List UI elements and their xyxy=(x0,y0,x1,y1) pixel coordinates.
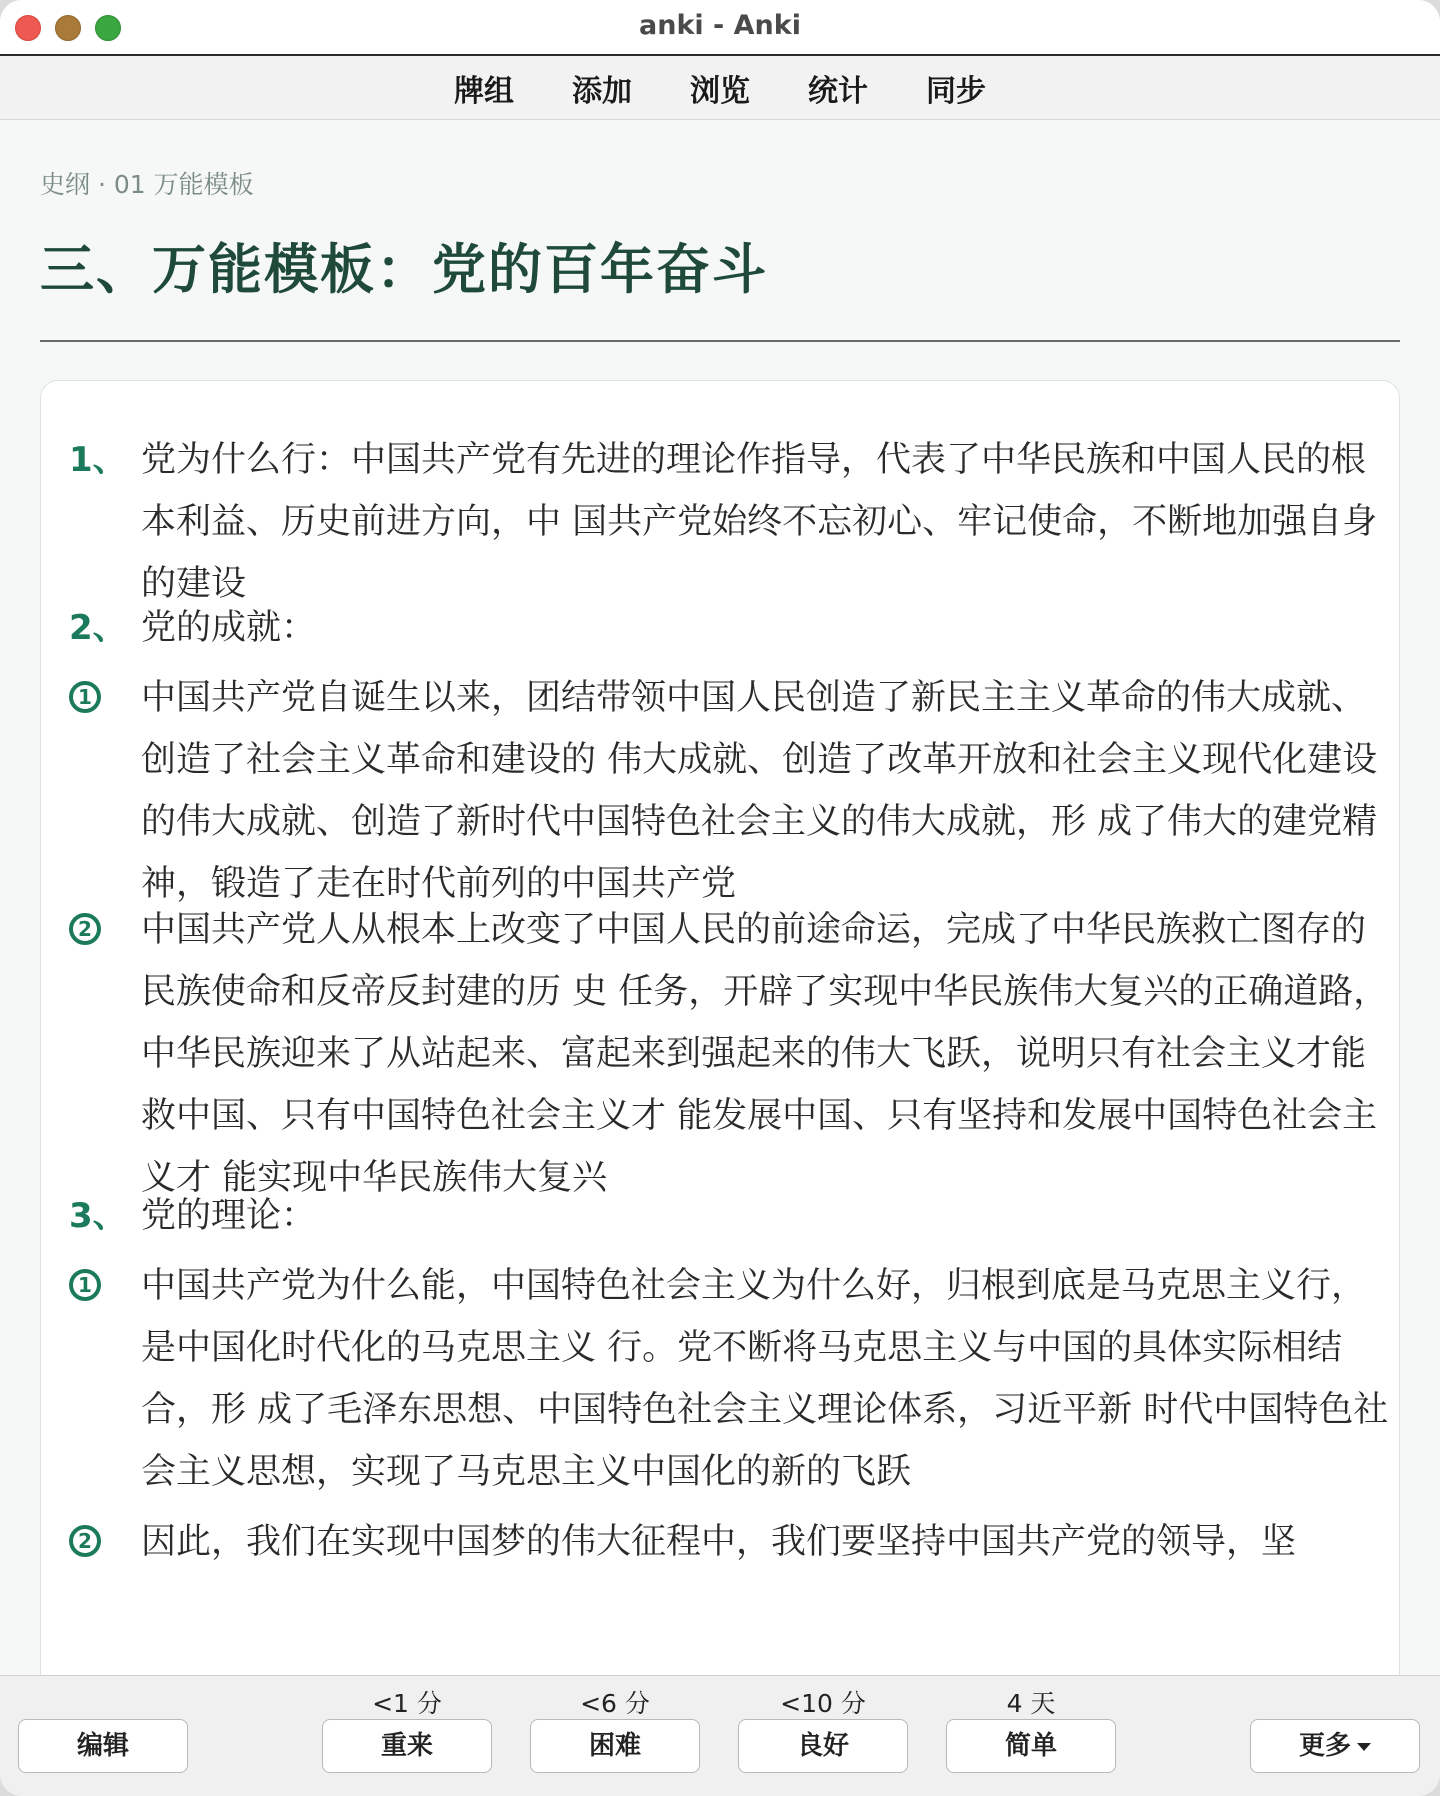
card-body xyxy=(40,380,1400,1675)
more-button[interactable] xyxy=(1250,1719,1420,1773)
item-number: 1、 xyxy=(69,440,127,480)
item-text: 中国共产党人从根本上改变了中国人民的前途命运，完成了中华民族救亡图存的民族使命和反帝反封建的历 史 任务，开辟了实现中华民族伟大复兴的正确道路，中华民族迎来了从站起来、富起来到强起来的伟大飞跃，说明只有社会主义才能救中国、只有中国特色社会主义才 能发展中国、只有坚持和发展中国特色社会主义才 能实现中华民族伟大复兴 xyxy=(141,910,1389,1198)
circled-number-icon: 1 xyxy=(69,1255,139,1317)
answer-bar xyxy=(0,1675,1440,1796)
again-interval: <1 分 xyxy=(372,1689,442,1718)
page-title: 三、万能模板：党的百年奋斗 xyxy=(40,238,768,301)
toolbar-sync[interactable]: 同步 xyxy=(926,73,986,109)
card-content xyxy=(0,121,1440,1675)
circled-number-icon: 2 xyxy=(69,899,139,961)
item-text: 中国共产党为什么能，中国特色社会主义为什么好，归根到底是马克思主义行，是中国化时代化的马克思主义 行。党不断将马克思主义与中国的具体实际相结合，形 成了毛泽东思想、中国特色社会主义理论体系，习近平新 时代中国特色社会主义思想，实现了马克思主义中国化的新的飞跃 xyxy=(141,1266,1389,1492)
circled-number-icon: 1 xyxy=(69,667,139,729)
toolbar-decks[interactable]: 牌组 xyxy=(454,73,514,109)
item-text: 党为什么行：中国共产党有先进的理论作指导，代表了中华民族和中国人民的根本利益、历史前进方向，中 国共产党始终不忘初心、牢记使命，不断地加强自身的建设 xyxy=(141,440,1378,604)
again-button[interactable]: 重来 xyxy=(322,1719,492,1773)
hard-interval: <6 分 xyxy=(580,1689,650,1718)
toolbar-add[interactable]: 添加 xyxy=(572,73,632,109)
toolbar-stats[interactable]: 统计 xyxy=(808,73,868,109)
hard-button[interactable]: 困难 xyxy=(530,1719,700,1773)
window-title: anki - Anki xyxy=(639,10,801,41)
item-number: 2、 xyxy=(69,608,127,648)
item-text: 党的理论： xyxy=(141,1196,317,1236)
item-text: 中国共产党自诞生以来，团结带领中国人民创造了新民主主义革命的伟大成就、创造了社会主义革命和建设的 伟大成就、创造了改革开放和社会主义现代化建设的伟大成就、创造了新时代中国特色社会主义的伟大成就，形 成了伟大的建党精神，锻造了走在时代前列的中国共产党 xyxy=(141,678,1378,904)
good-button[interactable]: 良好 xyxy=(738,1719,908,1773)
divider xyxy=(40,340,1400,342)
easy-button[interactable]: 简单 xyxy=(946,1719,1116,1773)
breadcrumb: 史纲 · 01 万能模板 xyxy=(40,170,254,199)
main-toolbar xyxy=(0,56,1440,120)
edit-button[interactable]: 编辑 xyxy=(18,1719,188,1773)
item-text: 因此，我们在实现中国梦的伟大征程中，我们要坚持中国共产党的领导，坚 xyxy=(141,1522,1297,1562)
toolbar-browse[interactable]: 浏览 xyxy=(690,73,750,109)
circled-number-icon: 2 xyxy=(69,1511,139,1573)
good-interval: <10 分 xyxy=(780,1689,866,1718)
easy-interval: 4 天 xyxy=(1006,1689,1056,1718)
title-bar xyxy=(0,0,1440,56)
item-text: 党的成就： xyxy=(141,608,317,648)
chevron-down-icon xyxy=(1357,1743,1371,1751)
more-label: 更多 xyxy=(1298,1731,1351,1761)
item-number: 3、 xyxy=(69,1196,127,1236)
